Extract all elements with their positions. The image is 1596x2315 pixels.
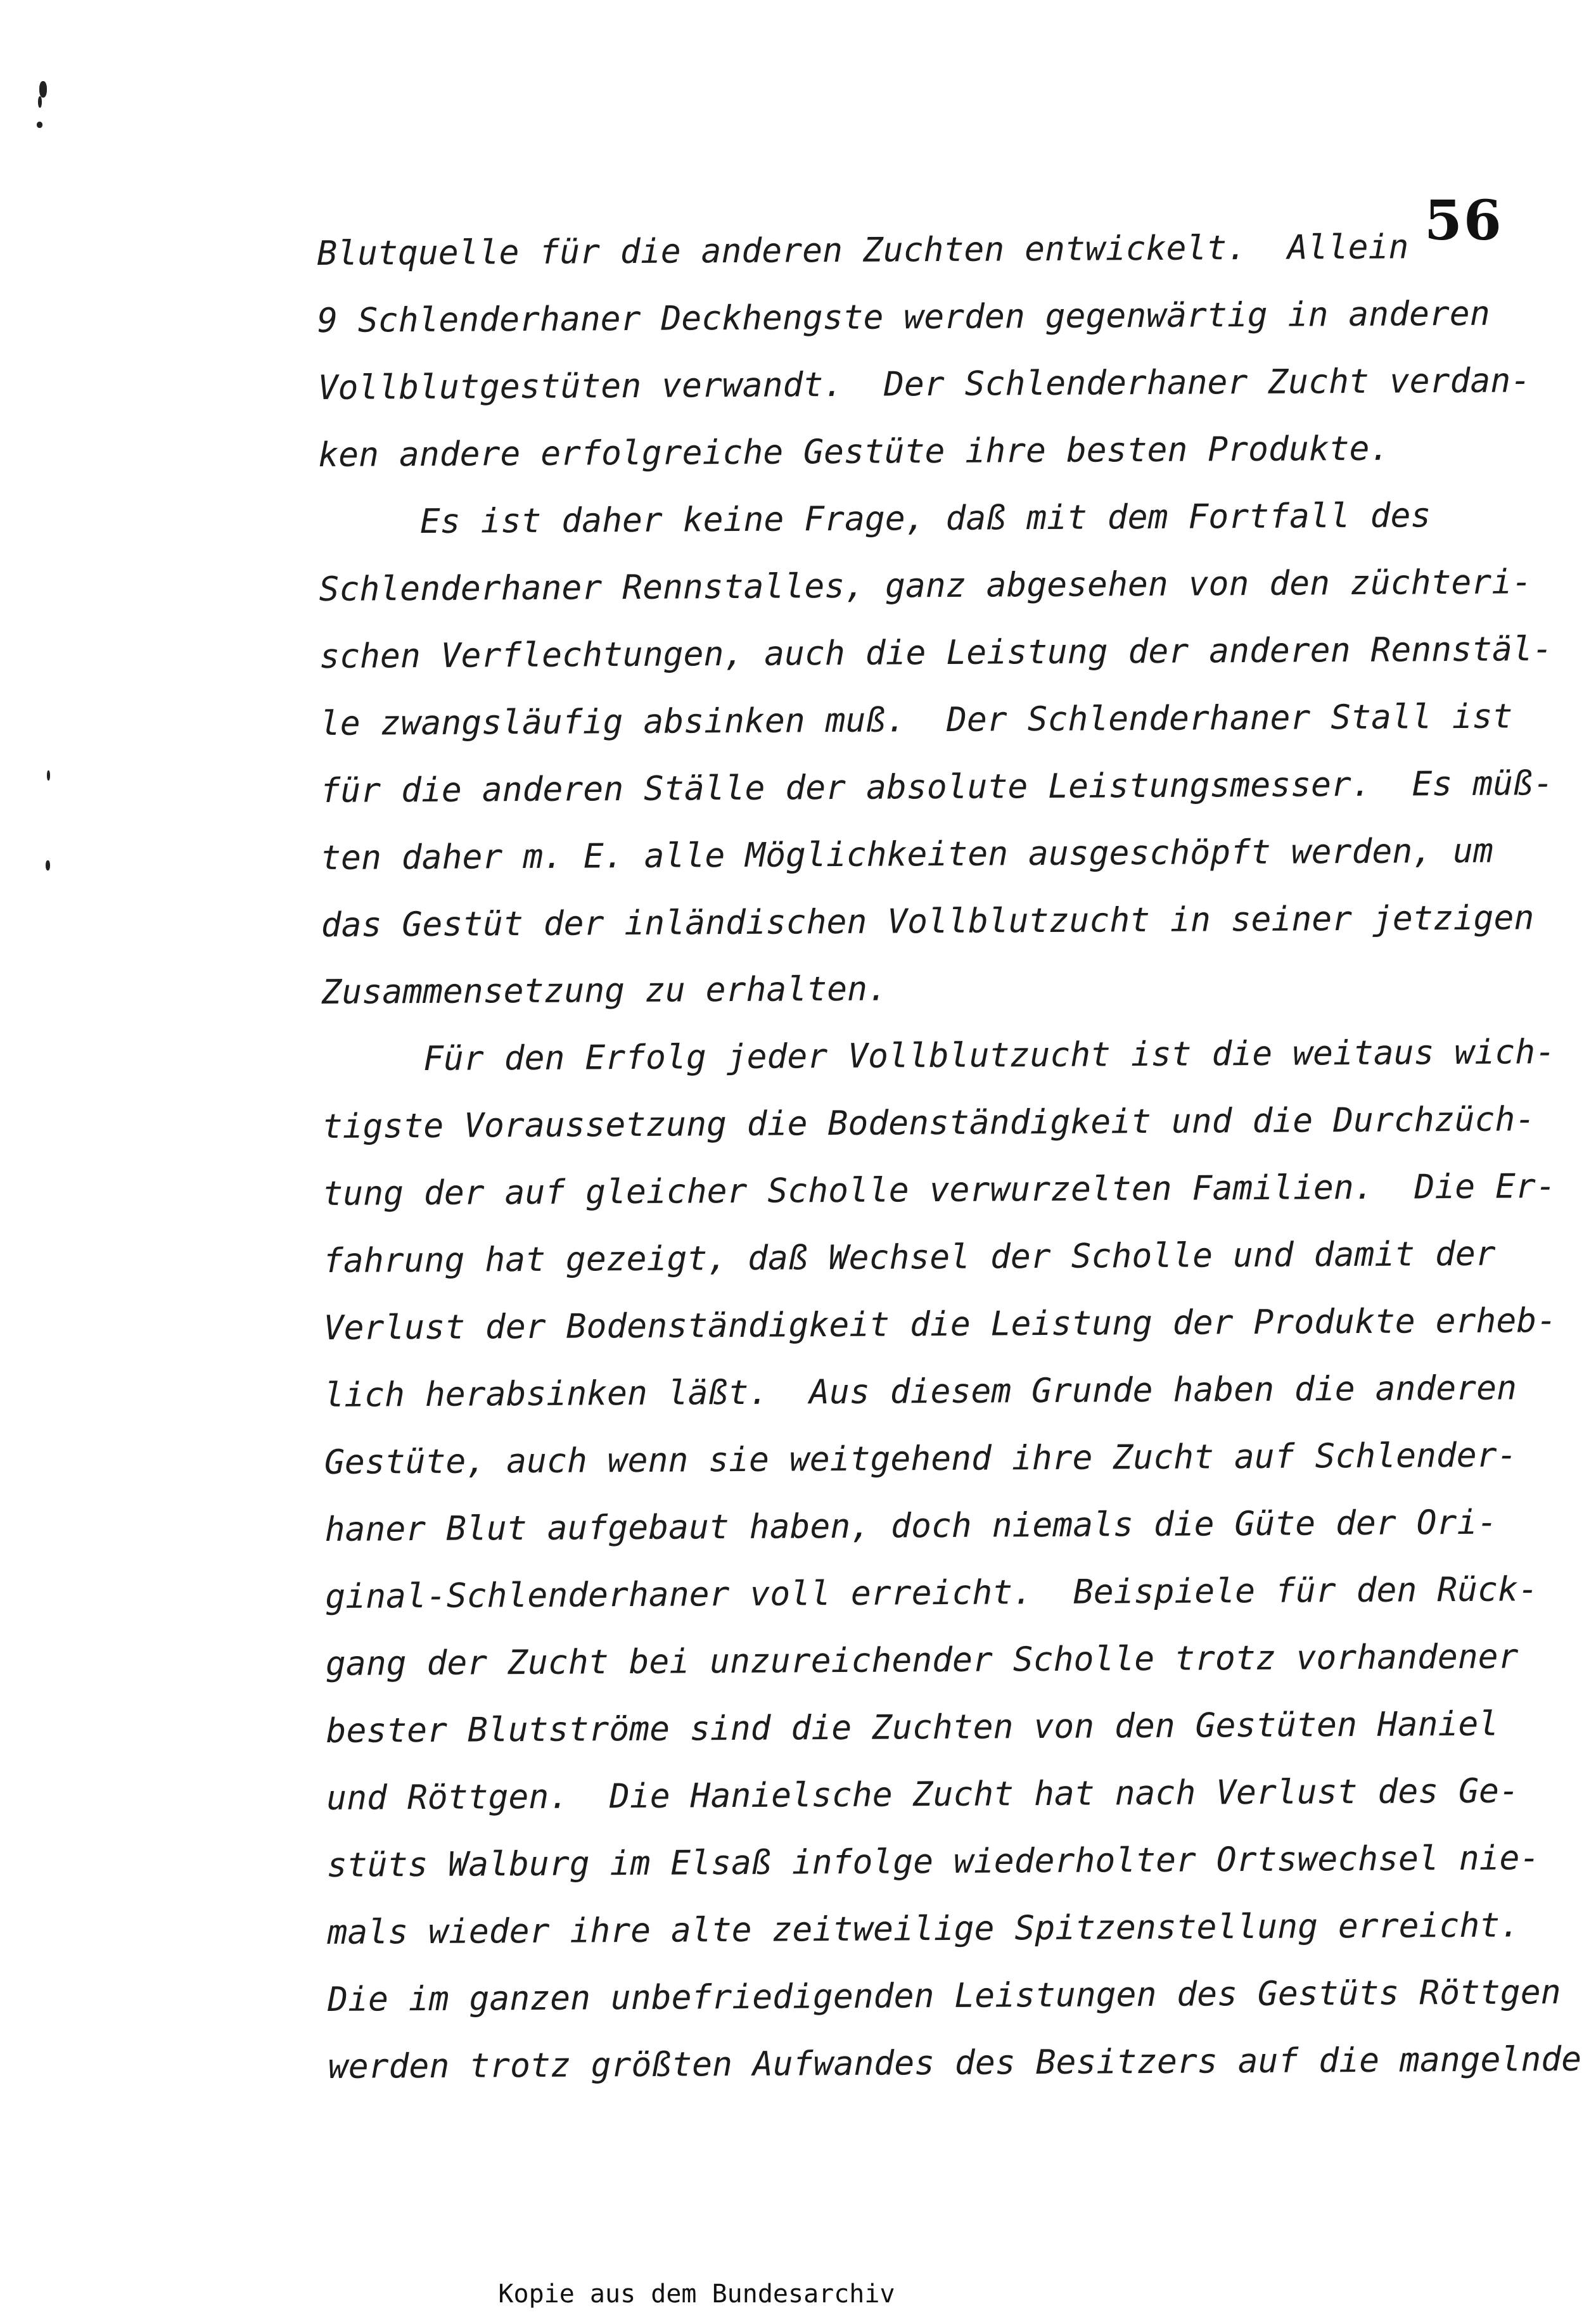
text-line: gang der Zucht bei unzureichender Scholle trotz vorhandener bbox=[325, 1637, 1519, 1683]
margin-speck bbox=[46, 860, 50, 871]
text-line: Zusammensetzung zu erhalten. bbox=[321, 969, 888, 1012]
text-line: ken andere erfolgreiche Gestüte ihre besten Produkte. bbox=[318, 429, 1390, 475]
text-line: tung der auf gleicher Scholle verwurzelten Familien. Die Er- bbox=[322, 1167, 1556, 1213]
text-line: ten daher m. E. alle Möglichkeiten ausgeschöpft werden, um bbox=[320, 831, 1494, 877]
text-line: Blutquelle für die anderen Zuchten entwickelt. Allein bbox=[317, 227, 1409, 273]
text-line: Es ist daher keine Frage, daß mit dem Fortfall des bbox=[419, 496, 1431, 542]
text-line: Vollblutgestüten verwandt. Der Schlenderhaner Zucht verdan- bbox=[317, 361, 1531, 407]
text-line: Die im ganzen unbefriedigenden Leistungen des Gestüts Röttgen bbox=[327, 1973, 1561, 2019]
text-line: haner Blut aufgebaut haben, doch niemals die Güte der Ori- bbox=[324, 1503, 1498, 1549]
text-line: 9 Schlenderhaner Deckhengste werden gegenwärtig in anderen bbox=[317, 294, 1490, 340]
margin-speck bbox=[47, 770, 50, 781]
text-line: lich herabsinken läßt. Aus diesem Grunde haben die anderen bbox=[324, 1368, 1517, 1415]
text-line: fahrung hat gezeigt, daß Wechsel der Scholle und damit der bbox=[322, 1234, 1496, 1280]
text-line: le zwangsläufig absinken muß. Der Schlenderhaner Stall ist bbox=[319, 697, 1513, 743]
margin-speck bbox=[37, 122, 42, 128]
text-line: stüts Walburg im Elsaß infolge wiederholter Ortswechsel nie- bbox=[326, 1839, 1540, 1885]
text-line: und Röttgen. Die Hanielsche Zucht hat nach Verlust des Ge- bbox=[326, 1771, 1519, 1818]
text-line: werden trotz größten Aufwandes des Besitzers auf die mangelnde bbox=[328, 2039, 1582, 2086]
archive-footer: Kopie aus dem Bundesarchiv bbox=[498, 2280, 895, 2309]
margin-speck bbox=[39, 81, 47, 98]
text-line: Gestüte, auch wenn sie weitgehend ihre Zucht auf Schlender- bbox=[324, 1436, 1517, 1482]
text-line: ginal-Schlenderhaner voll erreicht. Beispiele für den Rück- bbox=[325, 1570, 1538, 1616]
text-line: Für den Erfolg jeder Vollblutzucht ist die weitaus wich- bbox=[423, 1033, 1556, 1078]
text-line: für die anderen Ställe der absolute Leistungsmesser. Es müß- bbox=[320, 764, 1554, 810]
text-line: mals wieder ihre alte zeitweilige Spitzenstellung erreicht. bbox=[327, 1906, 1521, 1952]
text-line: das Gestüt der inländischen Vollblutzucht in seiner jetzigen bbox=[321, 898, 1535, 945]
text-line: Verlust der Bodenständigkeit die Leistung der Produkte erheb- bbox=[323, 1301, 1557, 1348]
text-line: Schlenderhaner Rennstalles, ganz abgesehen von den züchteri- bbox=[319, 563, 1533, 609]
text-line: schen Verflechtungen, auch die Leistung der anderen Rennstäl- bbox=[319, 630, 1553, 676]
page-number: 56 bbox=[1424, 189, 1503, 253]
text-line: bester Blutströme sind die Zuchten von den Gestüten Haniel bbox=[326, 1704, 1499, 1751]
body-text bbox=[317, 213, 1583, 2101]
text-line: tigste Voraussetzung die Bodenständigkeit und die Durchzüch- bbox=[322, 1100, 1536, 1146]
margin-speck bbox=[38, 96, 42, 108]
